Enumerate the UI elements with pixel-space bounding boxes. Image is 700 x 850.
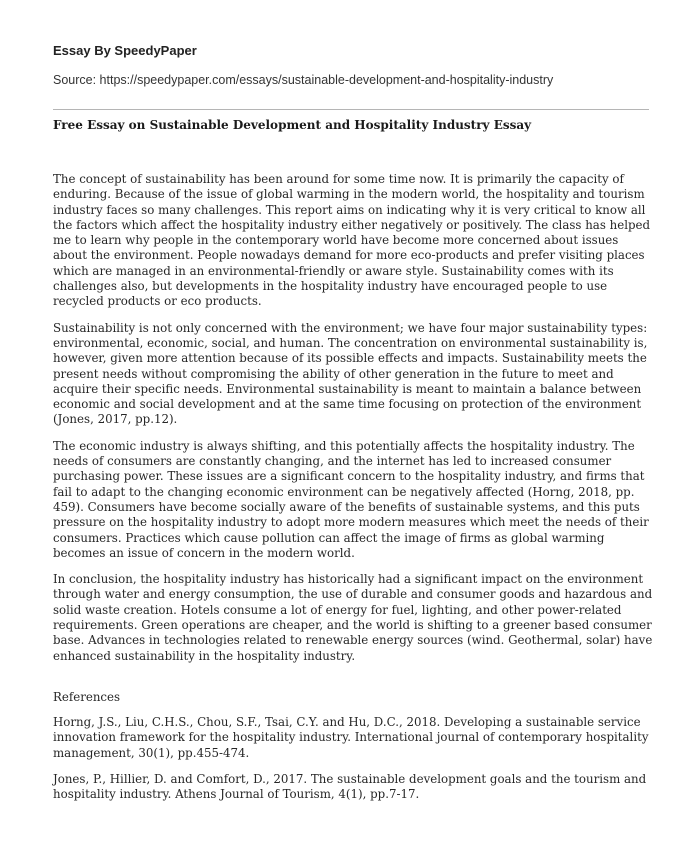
references-heading: References — [53, 690, 121, 704]
reference-item: Jones, P., Hillier, D. and Comfort, D., 2017. The sustainable development goals and the tourism and hospitality industry. Athens Journal of Tourism, 4(1), pp.7-17. — [53, 771, 647, 802]
paragraph: In conclusion, the hospitality industry has historically had a significant impact on the environment through water and energy consumption, the use of durable and consumer goods and hazardous and solid waste creation. Hotels consume a lot of energy for fuel, lighting, and other power-related requirements. Green operations are cheaper, and the world is shifting to a greener based consumer base. Advances in technologies related to renewable energy sources (wind. Geothermal, solar) have enhanced sustainability in the hospitality industry. — [53, 572, 653, 663]
header-divider — [53, 109, 649, 110]
source-line: Source: https://speedypaper.com/essays/sustainable-development-and-hospitality-industry — [53, 73, 554, 87]
reference-item: Horng, J.S., Liu, C.H.S., Chou, S.F., Tsai, C.Y. and Hu, D.C., 2018. Developing a sustainable service innovation framework for the hospitality industry. International journal of contemporary hospitality management, 30(1), pp.455-474. — [53, 715, 649, 760]
site-title: Essay By SpeedyPaper — [53, 43, 197, 58]
paragraph: The economic industry is always shifting, and this potentially affects the hospitality industry. The needs of consumers are constantly changing, and the internet has led to increased consumer purchasing power. These issues are a significant concern to the hospitality industry, and firms that fail to adapt to the changing economic environment can be negatively affected (Horng, 2018, pp. 459). Consumers have become socially aware of the benefits of sustainable systems, and this puts pressure on the hospitality industry to adopt more modern measures which meet the needs of their consumers. Practices which cause pollution can affect the image of firms as global warming becomes an issue of concern in the modern world. — [53, 438, 649, 560]
paragraph: Sustainability is not only concerned with the environment; we have four major sustainability types: environmental, economic, social, and human. The concentration on environmental sustainability is, however, given more attention because of its possible effects and impacts. Sustainability meets the present needs without compromising the ability of other generation in the future to meet and acquire their specific needs. Environmental sustainability is meant to maintain a balance between economic and social development and at the same time focusing on protection of the environment (Jones, 2017, pp.12). — [53, 320, 648, 427]
essay-body — [53, 172, 653, 675]
paragraph: The concept of sustainability has been around for some time now. It is primarily the capacity of enduring. Because of the issue of global warming in the modern world, the hospitality and tourism industry faces so many challenges. This report aims on indicating why it is very critical to know all the factors which affect the hospitality industry either negatively or positively. The class has helped me to learn why people in the contemporary world have become more concerned about issues about the environment. People nowadays demand for more eco-products and prefer visiting places which are managed in an environmental-friendly or aware style. Sustainability comes with its challenges also, but developments in the hospitality industry have encouraged people to use recycled products or eco products. — [53, 172, 651, 309]
essay-title: Free Essay on Sustainable Development and Hospitality Industry Essay — [53, 118, 532, 132]
references-list — [53, 715, 653, 813]
